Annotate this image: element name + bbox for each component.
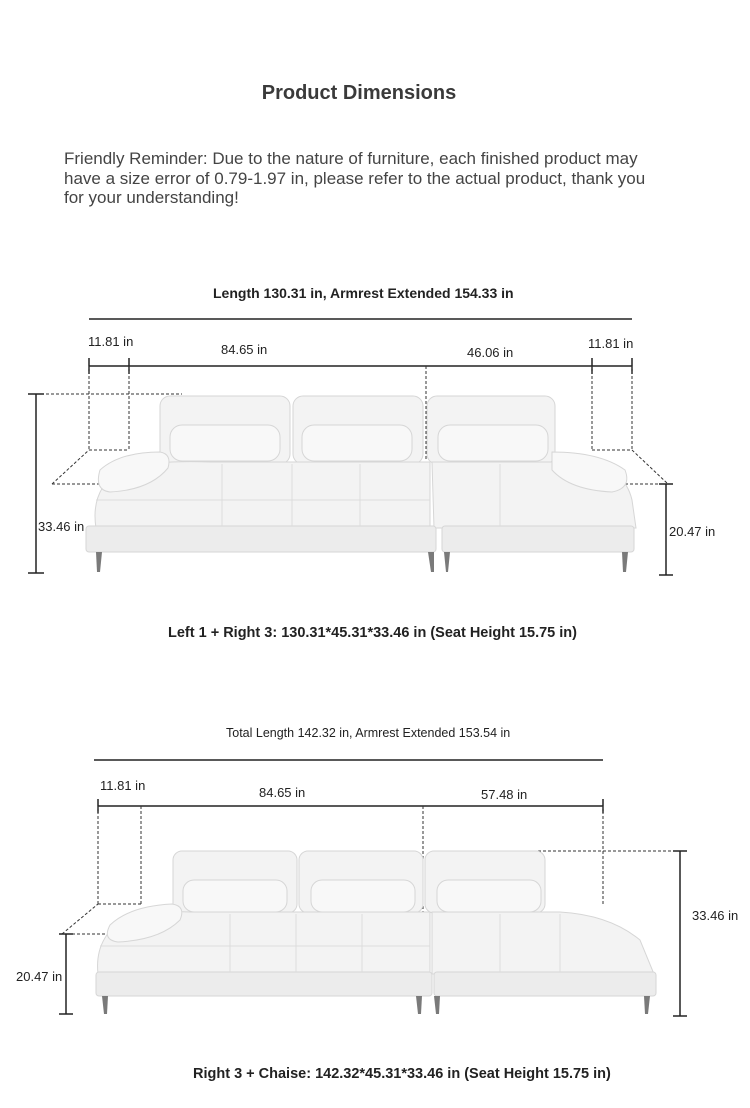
d1-left-armrest-label: 11.81 in xyxy=(88,334,134,349)
d1-left-section-label: 84.65 in xyxy=(221,342,268,357)
d2-left-armrest-label: 11.81 in xyxy=(100,778,146,793)
d2-arm-height-label: 20.47 in xyxy=(16,969,63,984)
d1-height-label: 33.46 in xyxy=(38,519,85,534)
d1-right-section-label: 46.06 in xyxy=(467,345,514,360)
page-title: Product Dimensions xyxy=(261,82,457,104)
d2-left-section-label: 84.65 in xyxy=(259,785,306,800)
d1-overall-length: Length 130.31 in, Armrest Extended 154.33 in xyxy=(213,285,514,301)
size-reminder: Friendly Reminder: Due to the nature of furniture, each finished product may have a size error of 0.79-1.97 in, please refer to the actual product, thank you for your understanding! xyxy=(64,149,646,207)
d1-arm-height-label: 20.47 in xyxy=(669,524,716,539)
d2-caption: Right 3 + Chaise: 142.32*45.31*33.46 in (Seat Height 15.75 in) xyxy=(193,1066,611,1082)
d1-right-armrest-label: 11.81 in xyxy=(588,336,634,351)
d2-chaise-section-label: 57.48 in xyxy=(481,787,528,802)
d1-caption: Left 1 + Right 3: 130.31*45.31*33.46 in (Seat Height 15.75 in) xyxy=(168,625,577,641)
d2-height-label: 33.46 in xyxy=(692,908,739,923)
d2-overall-length: Total Length 142.32 in, Armrest Extended 153.54 in xyxy=(226,726,511,740)
